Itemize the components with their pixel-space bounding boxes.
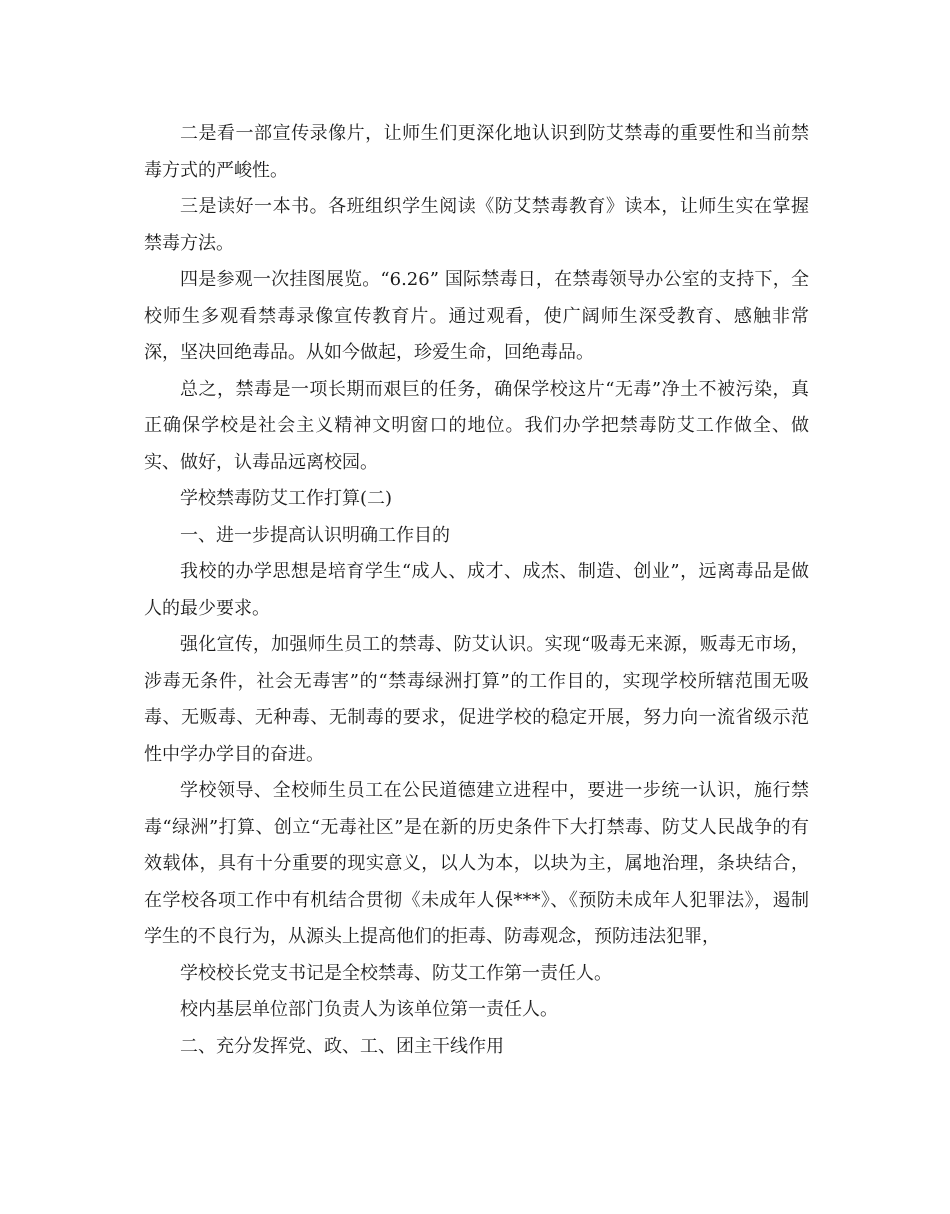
document-body bbox=[144, 116, 809, 1065]
paragraph-3: 四是参观一次挂图展览。“6.26” 国际禁毒日，在禁毒领导办公室的支持下，全校师生多观看禁毒录像宣传教育片。通过观看，使广阔师生深受教育、感触非常深，坚决回绝毒品。从如今做起，珍爱生命，回绝毒品。 bbox=[144, 269, 809, 363]
paragraph-1: 二是看一部宣传录像片，让师生们更深化地认识到防艾禁毒的重要性和当前禁毒方式的严峻性。 bbox=[144, 123, 809, 181]
paragraph-4: 总之，禁毒是一项长期而艰巨的任务，确保学校这片“无毒”净土不被污染，真正确保学校是社会主义精神文明窗口的地位。我们办学把禁毒防艾工作做全、做实、做好，认毒品远离校园。 bbox=[144, 378, 809, 473]
section-heading-plan-2: 学校禁毒防艾工作打算(二) bbox=[180, 488, 393, 509]
subheading-1: 一、进一步提高认识明确工作目的 bbox=[180, 524, 450, 546]
paragraph-5: 我校的办学思想是培育学生“成人、成才、成杰、制造、创业”，远离毒品是做人的最少要求。 bbox=[144, 561, 809, 619]
paragraph-6: 强化宣传，加强师生员工的禁毒、防艾认识。实现“吸毒无来源，贩毒无市场，涉毒无条件，社会无毒害”的“禁毒绿洲打算”的工作目的，实现学校所辖范围无吸毒、无贩毒、无种毒、无制毒的要求，促进学校的稳定开展，努力向一流省级示范性中学办学目的奋进。 bbox=[144, 634, 809, 765]
paragraph-8: 学校校长党支书记是全校禁毒、防艾工作第一责任人。 bbox=[180, 962, 612, 984]
paragraph-9: 校内基层单位部门负责人为该单位第一责任人。 bbox=[180, 999, 558, 1020]
paragraph-2: 三是读好一本书。各班组织学生阅读《防艾禁毒教育》读本，让师生实在掌握禁毒方法。 bbox=[144, 196, 809, 254]
paragraph-7: 学校领导、全校师生员工在公民道德建立进程中，要进一步统一认识，施行禁毒“绿洲”打算、创立“无毒社区”是在新的历史条件下大打禁毒、防艾人民战争的有效载体，具有十分重要的现实意义，以人为本，以块为主，属地治理，条块结合，在学校各项工作中有机结合贯彻《未成年人保***》、《预防未成年人犯罪法》，遏制学生的不良行为，从源头上提高他们的拒毒、防毒观念，预防违法犯罪， bbox=[144, 780, 809, 947]
subheading-2: 二、充分发挥党、政、工、团主干线作用 bbox=[180, 1035, 504, 1057]
